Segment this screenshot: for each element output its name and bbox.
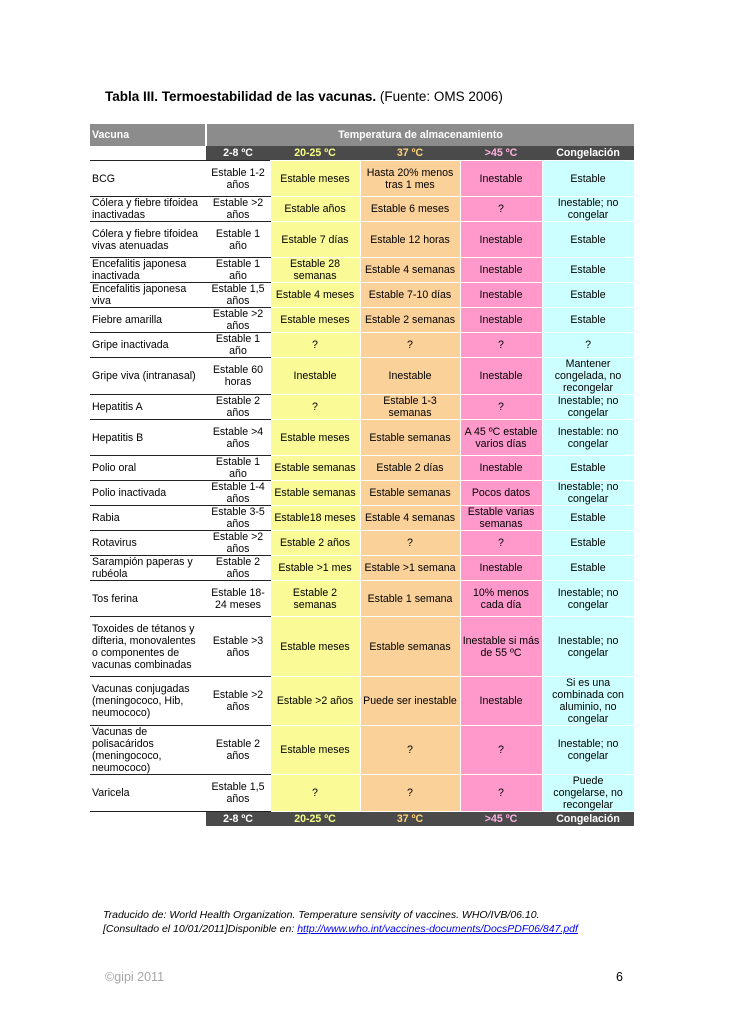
cell-45: Inestable [460, 358, 542, 395]
cell-2-8: Estable 1-4 años [206, 481, 270, 506]
note-line2 [103, 922, 578, 936]
page-number: 6 [616, 970, 623, 984]
cell-2-8: Estable >2 años [206, 677, 270, 726]
cell-37: Estable 4 semanas [360, 506, 460, 531]
vaccine-name: Sarampión paperas y rubéola [90, 556, 206, 581]
cell-20-25: Estable meses [270, 617, 360, 677]
cell-congelacion: Inestable; no congelar [542, 197, 634, 222]
cell-45: Inestable [460, 308, 542, 333]
cell-45: Inestable [460, 677, 542, 726]
table-row [90, 726, 634, 775]
table-row [90, 395, 634, 420]
cell-37: ? [360, 726, 460, 775]
vaccine-name: Hepatitis A [90, 395, 206, 420]
cell-2-8: Estable 3-5 años [206, 506, 270, 531]
foot-col-congelacion: Congelación [542, 812, 634, 827]
cell-2-8: Estable 2 años [206, 395, 270, 420]
cell-2-8: Estable 1 año [206, 222, 270, 258]
table-row [90, 161, 634, 197]
table-title-source: (Fuente: OMS 2006) [379, 89, 503, 104]
table-row [90, 456, 634, 481]
vaccine-name: Gripe viva (intranasal) [90, 358, 206, 395]
cell-45: ? [460, 197, 542, 222]
cell-congelacion: Estable [542, 308, 634, 333]
cell-20-25: Estable >1 mes [270, 556, 360, 581]
cell-45: ? [460, 775, 542, 812]
vaccine-name: Vacunas de polisacáridos (meningococo, neumococo) [90, 726, 206, 775]
cell-45: Inestable [460, 556, 542, 581]
cell-congelacion: Inestable; no congelar [542, 617, 634, 677]
cell-2-8: Estable >2 años [206, 531, 270, 556]
foot-col-2-8: 2-8 ºC [206, 812, 270, 827]
vaccine-name: Rabia [90, 506, 206, 531]
table-row [90, 222, 634, 258]
cell-45: Estable varias semanas [460, 506, 542, 531]
cell-congelacion: Puede congelarse, no recongelar [542, 775, 634, 812]
vaccine-name: Toxoides de tétanos y difteria, monovalentes o componentes de vacunas combinadas [90, 617, 206, 677]
col-congelacion: Congelación [542, 146, 634, 161]
table-row [90, 506, 634, 531]
temperature-subheader [90, 146, 634, 161]
cell-congelacion: Si es una combinada con aluminio, no congelar [542, 677, 634, 726]
cell-congelacion: Estable [542, 506, 634, 531]
cell-20-25: Estable semanas [270, 481, 360, 506]
table-row [90, 581, 634, 617]
cell-congelacion: Estable [542, 283, 634, 308]
cell-37: Puede ser inestable [360, 677, 460, 726]
cell-37: Estable 1 semana [360, 581, 460, 617]
cell-45: 10% menos cada día [460, 581, 542, 617]
cell-37: Estable 4 semanas [360, 258, 460, 283]
col-37: 37 ºC [360, 146, 460, 161]
foot-col-20-25: 20-25 ºC [270, 812, 360, 827]
cell-37: Estable 1-3 semanas [360, 395, 460, 420]
cell-congelacion: Mantener congelada, no recongelar [542, 358, 634, 395]
cell-20-25: Estable meses [270, 161, 360, 197]
cell-congelacion: Estable [542, 161, 634, 197]
table-body [90, 161, 634, 812]
cell-37: Hasta 20% menos tras 1 mes [360, 161, 460, 197]
cell-20-25: Estable >2 años [270, 677, 360, 726]
cell-20-25: Estable 4 meses [270, 283, 360, 308]
table-row [90, 333, 634, 358]
vaccine-name: Varicela [90, 775, 206, 812]
cell-45: ? [460, 333, 542, 358]
col-45: >45 ºC [460, 146, 542, 161]
cell-20-25: Estable meses [270, 420, 360, 456]
table-row [90, 531, 634, 556]
cell-37: Estable >1 semana [360, 556, 460, 581]
cell-2-8: Estable 1 año [206, 456, 270, 481]
vaccine-name: Gripe inactivada [90, 333, 206, 358]
vaccine-name: Cólera y fiebre tifoidea inactivadas [90, 197, 206, 222]
table-title-bold: Tabla III. Termoestabilidad de las vacunas. [105, 89, 377, 104]
cell-45: Inestable [460, 222, 542, 258]
foot-col-45: >45 ºC [460, 812, 542, 827]
cell-20-25: Estable semanas [270, 456, 360, 481]
table-title [105, 89, 503, 104]
table-row [90, 481, 634, 506]
cell-2-8: Estable >2 años [206, 197, 270, 222]
table-row [90, 556, 634, 581]
header-temperature: Temperatura de almacenamiento [206, 124, 634, 146]
cell-2-8: Estable >3 años [206, 617, 270, 677]
note-line2-prefix: [Consultado el 10/01/2011]Disponible en: [103, 923, 298, 935]
cell-20-25: Estable meses [270, 726, 360, 775]
vaccine-name: Tos ferina [90, 581, 206, 617]
cell-20-25: Estable años [270, 197, 360, 222]
cell-45: ? [460, 726, 542, 775]
cell-2-8: Estable 18-24 meses [206, 581, 270, 617]
cell-45: Inestable si más de 55 ºC [460, 617, 542, 677]
table-row [90, 775, 634, 812]
cell-20-25: ? [270, 333, 360, 358]
vaccine-name: Polio oral [90, 456, 206, 481]
temperature-footer [90, 812, 634, 827]
cell-37: Estable semanas [360, 617, 460, 677]
col-2-8: 2-8 ºC [206, 146, 270, 161]
cell-20-25: Inestable [270, 358, 360, 395]
cell-congelacion: Estable [542, 258, 634, 283]
table-row [90, 283, 634, 308]
vaccine-name: Vacunas conjugadas (meningococo, Hib, neumococo) [90, 677, 206, 726]
cell-congelacion: Inestable; no congelar [542, 726, 634, 775]
cell-45: Inestable [460, 456, 542, 481]
cell-20-25: ? [270, 775, 360, 812]
table-row [90, 258, 634, 283]
table-row [90, 358, 634, 395]
cell-congelacion: Inestable; no congelar [542, 581, 634, 617]
cell-congelacion: Estable [542, 556, 634, 581]
vaccine-name: Encefalitis japonesa viva [90, 283, 206, 308]
cell-45: ? [460, 531, 542, 556]
vaccine-name: Fiebre amarilla [90, 308, 206, 333]
cell-37: ? [360, 333, 460, 358]
cell-37: Inestable [360, 358, 460, 395]
cell-45: A 45 ºC estable varios días [460, 420, 542, 456]
cell-37: Estable 7-10 días [360, 283, 460, 308]
cell-20-25: Estable 28 semanas [270, 258, 360, 283]
cell-congelacion: Inestable; no congelar [542, 395, 634, 420]
cell-20-25: Estable 7 días [270, 222, 360, 258]
cell-congelacion: Inestable: no congelar [542, 420, 634, 456]
note-line1: Traducido de: World Health Organization. Temperature sensivity of vaccines. WHO/IVB/06.10. [103, 909, 540, 921]
cell-45: ? [460, 395, 542, 420]
header-vaccine: Vacuna [90, 124, 206, 146]
table-row [90, 617, 634, 677]
cell-2-8: Estable 1 año [206, 333, 270, 358]
cell-20-25: ? [270, 395, 360, 420]
cell-45: Pocos datos [460, 481, 542, 506]
cell-37: Estable 6 meses [360, 197, 460, 222]
cell-2-8: Estable 1,5 años [206, 283, 270, 308]
cell-2-8: Estable 60 horas [206, 358, 270, 395]
cell-37: ? [360, 775, 460, 812]
cell-37: Estable semanas [360, 420, 460, 456]
col-20-25: 20-25 ºC [270, 146, 360, 161]
cell-2-8: Estable >4 años [206, 420, 270, 456]
vaccine-name: Encefalitis japonesa inactivada [90, 258, 206, 283]
cell-20-25: Estable18 meses [270, 506, 360, 531]
table-row [90, 197, 634, 222]
cell-2-8: Estable 2 años [206, 556, 270, 581]
cell-2-8: Estable 1 año [206, 258, 270, 283]
vaccine-name: Hepatitis B [90, 420, 206, 456]
cell-congelacion: Estable [542, 456, 634, 481]
table-row [90, 308, 634, 333]
cell-45: Inestable [460, 161, 542, 197]
cell-20-25: Estable 2 años [270, 531, 360, 556]
vaccine-name: BCG [90, 161, 206, 197]
cell-37: Estable 2 días [360, 456, 460, 481]
cell-45: Inestable [460, 283, 542, 308]
cell-congelacion: Inestable; no congelar [542, 481, 634, 506]
thermostability-table [90, 124, 635, 826]
cell-2-8: Estable >2 años [206, 308, 270, 333]
footer-copyright: ©gipi 2011 [105, 970, 165, 984]
cell-37: ? [360, 531, 460, 556]
cell-congelacion: ? [542, 333, 634, 358]
table-row [90, 420, 634, 456]
vaccine-name: Cólera y fiebre tifoidea vivas atenuadas [90, 222, 206, 258]
cell-20-25: Estable meses [270, 308, 360, 333]
cell-37: Estable semanas [360, 481, 460, 506]
table-row [90, 677, 634, 726]
cell-congelacion: Estable [542, 531, 634, 556]
translation-note [103, 908, 578, 936]
cell-37: Estable 2 semanas [360, 308, 460, 333]
cell-2-8: Estable 1-2 años [206, 161, 270, 197]
cell-2-8: Estable 1,5 años [206, 775, 270, 812]
cell-45: Inestable [460, 258, 542, 283]
cell-2-8: Estable 2 años [206, 726, 270, 775]
vaccine-name: Rotavirus [90, 531, 206, 556]
who-document-link[interactable]: http://www.who.int/vaccines-documents/DocsPDF06/847.pdf [297, 923, 578, 935]
cell-20-25: Estable 2 semanas [270, 581, 360, 617]
cell-congelacion: Estable [542, 222, 634, 258]
cell-37: Estable 12 horas [360, 222, 460, 258]
vaccine-name: Polio inactivada [90, 481, 206, 506]
foot-col-37: 37 ºC [360, 812, 460, 827]
